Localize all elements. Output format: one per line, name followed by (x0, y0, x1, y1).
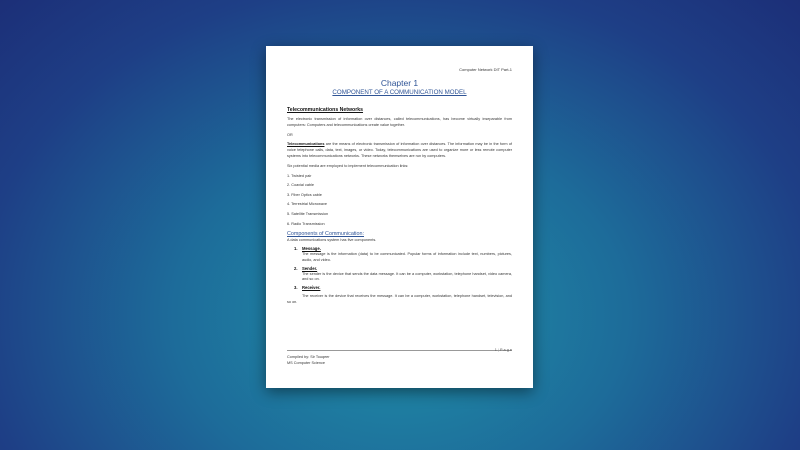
component-item-sender (287, 266, 512, 284)
compiled-by: Compiled by: Sir Touqeer (287, 355, 330, 359)
author-degree: MS Computer Science (287, 360, 325, 365)
list-item: 3. Fiber Optics cable (287, 192, 322, 197)
item-description: The sender is the device that sends the data message. It can be a computer, workstation, telephone handset, video camera, and so on. (302, 271, 512, 282)
document-page (266, 46, 533, 388)
list-item: 6. Radio Transmission (287, 221, 325, 226)
section-heading-components: Components of Communication: (287, 231, 365, 238)
components-intro: A data communications system has five components. (287, 238, 377, 243)
telecom-paragraph-2-text: are the means of electronic transmission of information over distances. The information may be in the form of voice telephone calls, data, text, images, or video. Today, telecommunications are used to organize more or less remote computer systems into telecommunications networks. These networks themselves are run by computers. (287, 142, 512, 158)
chapter-title: Chapter 1 (380, 78, 419, 88)
page-label: P a g e (500, 348, 512, 352)
page-number-value: 1 (494, 348, 497, 352)
media-intro: Six potential media are employed to implement telecommunication links: (287, 163, 409, 168)
running-header: Computer Network DIT Part-1 (459, 67, 512, 72)
item-number: 3. (294, 285, 298, 291)
footer-divider (287, 350, 512, 351)
telecom-paragraph-2 (287, 142, 512, 159)
chapter-subtitle: COMPONENT OF A COMMUNICATION MODEL (332, 89, 467, 96)
page-number: 1 | P a g e (494, 348, 512, 352)
or-text: OR (287, 132, 293, 137)
component-item-message (287, 246, 512, 264)
page-footer (287, 355, 330, 367)
list-item: 2. Coaxial cable (287, 183, 315, 188)
telecom-term: Telecommunications (287, 142, 325, 147)
item-number: 2. (294, 265, 298, 271)
item-description: The message is the information (data) to be communicated. Popular forms of information include text, numbers, pictures, audio, and video. (302, 251, 512, 262)
list-item: 1. Twisted pair (287, 173, 312, 178)
item-number: 1. (294, 245, 298, 251)
list-item: 5. Satellite Transmission (287, 211, 329, 216)
item-name: Receiver. (302, 285, 321, 291)
item-description: The receiver is the device that receives the message. It can be a computer, workstation, telephone handset, television, and so on. (287, 294, 512, 304)
item-name: Message. (302, 245, 321, 251)
list-item: 4. Terrestrial Microwave (287, 202, 328, 207)
section-heading-telecom: Telecommunications Networks (287, 107, 364, 113)
media-list (287, 174, 512, 228)
component-item-receiver (287, 285, 512, 306)
telecom-paragraph-1: The electronic transmission of information over distances, called telecommunications, has become virtually inseparable from computers: Computers and telecommunications create value together. (287, 117, 512, 127)
item-name: Sender. (302, 265, 318, 271)
